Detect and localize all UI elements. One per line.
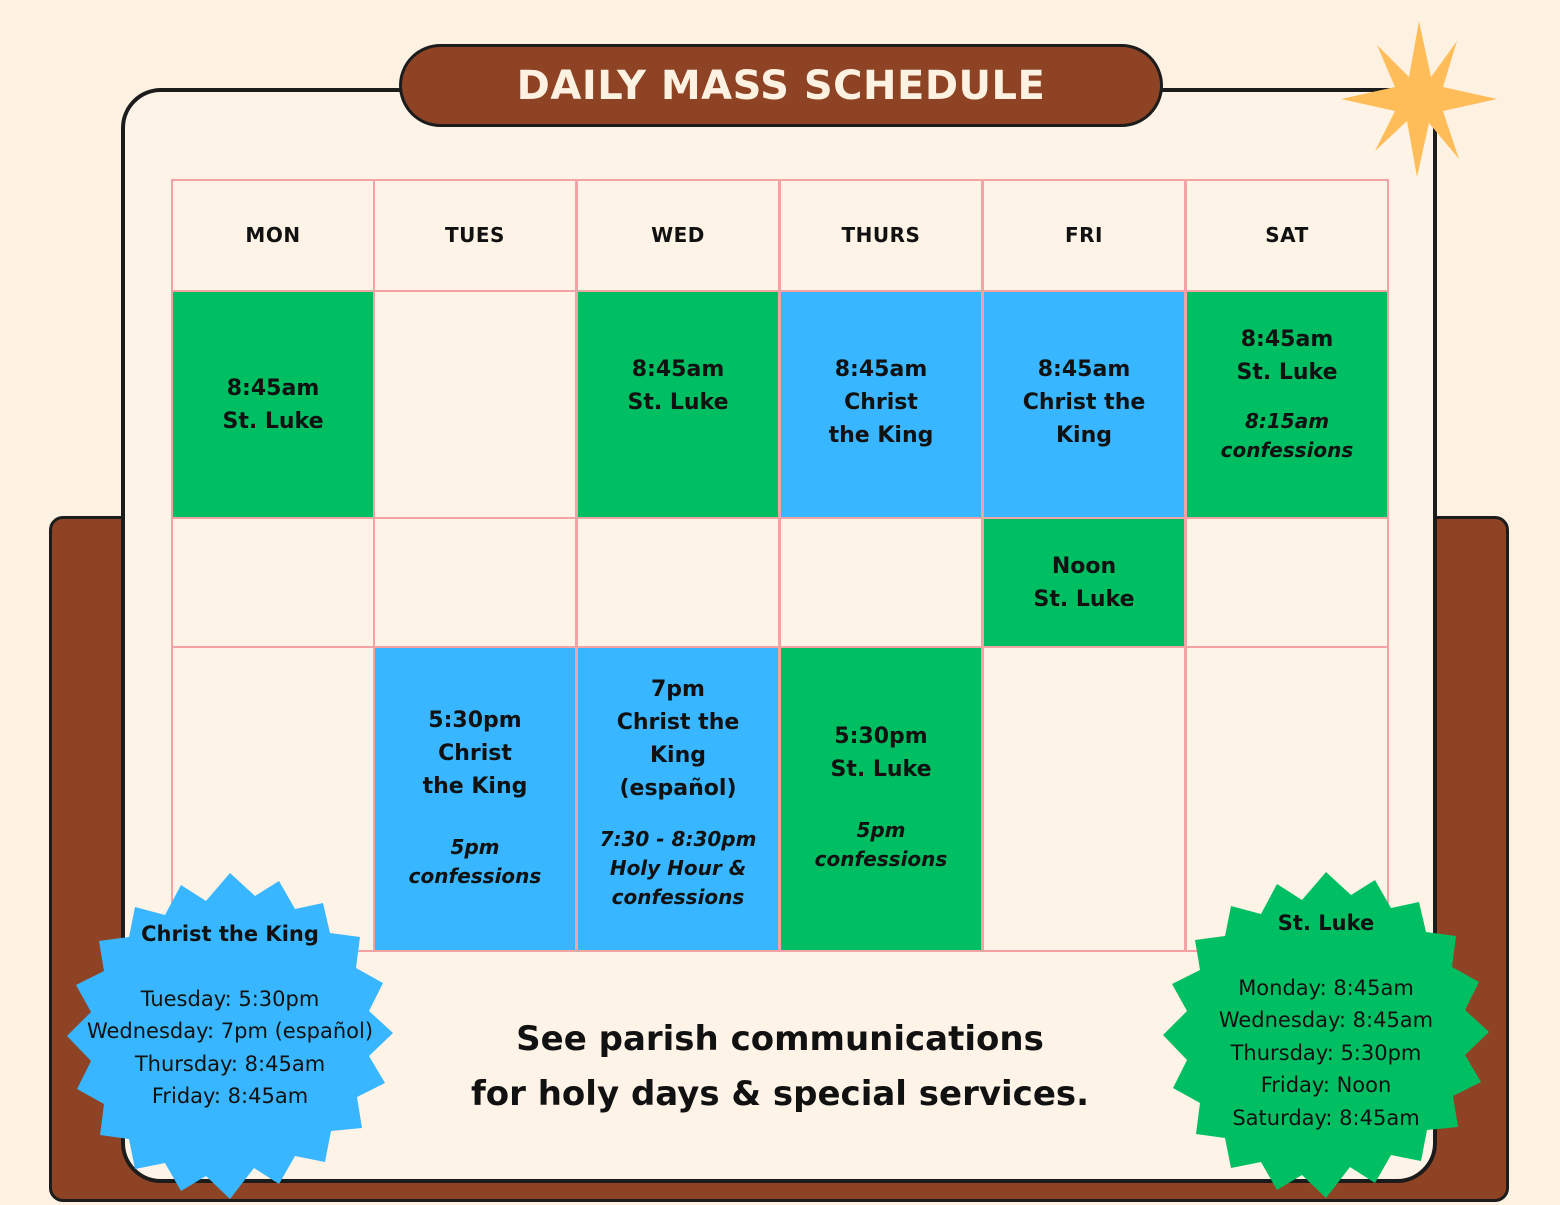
mass-wed-evening: 7pm Christ the King (español) 7:30 - 8:30pm Holy Hour & confessions xyxy=(576,646,780,952)
mass-mon-morning: 8:45am St. Luke xyxy=(171,290,375,519)
day-header-sat: SAT xyxy=(1185,179,1389,292)
confessions-note: 5pm confessions xyxy=(408,835,542,888)
badge-line: Friday: 8:45am xyxy=(151,1084,309,1108)
star-icon xyxy=(1339,19,1499,179)
badge-line: Wednesday: 8:45am xyxy=(1218,1008,1434,1032)
mass-fri-noon: Noon St. Luke xyxy=(982,517,1186,648)
mass-fri-morning: 8:45am Christ the King xyxy=(982,290,1186,519)
confessions-note: 5pm confessions xyxy=(814,818,948,871)
empty-cell xyxy=(171,517,375,648)
badge-line: Wednesday: 7pm (español) xyxy=(86,1019,374,1043)
mass-wed-morning: 8:45am St. Luke xyxy=(576,290,780,519)
badge-line: Monday: 8:45am xyxy=(1238,975,1414,1000)
empty-cell xyxy=(373,290,577,519)
confessions-note: 8:15am confessions xyxy=(1220,409,1354,462)
christ-the-king-badge xyxy=(67,873,393,1199)
day-header-mon: MON xyxy=(171,179,375,292)
badge-line: Tuesday: 5:30pm xyxy=(140,986,320,1011)
mass-thurs-morning: 8:45am Christ the King xyxy=(779,290,983,519)
badge-title: St. Luke xyxy=(1277,911,1375,935)
badge-title: Christ the King xyxy=(141,922,319,946)
day-header-tues: TUES xyxy=(373,179,577,292)
day-header-thurs: THURS xyxy=(779,179,983,292)
badge-line: Thursday: 5:30pm xyxy=(1230,1040,1422,1065)
empty-cell xyxy=(1185,517,1389,648)
empty-cell xyxy=(982,646,1186,952)
empty-cell xyxy=(779,517,983,648)
day-header-fri: FRI xyxy=(982,179,1186,292)
mass-sat-morning: 8:45am St. Luke 8:15am confessions xyxy=(1185,290,1389,519)
special-services-note: See parish communications for holy days & special services. xyxy=(470,1019,1090,1114)
mass-thurs-evening: 5:30pm St. Luke 5pm confessions xyxy=(779,646,983,952)
page-title: DAILY MASS SCHEDULE xyxy=(516,62,1046,109)
badge-line: Saturday: 8:45am xyxy=(1232,1105,1420,1130)
empty-cell xyxy=(576,517,780,648)
holy-hour-note: 7:30 - 8:30pm Holy Hour & confessions xyxy=(599,827,757,909)
badge-line: Thursday: 8:45am xyxy=(134,1051,326,1076)
title-banner xyxy=(399,44,1163,127)
schedule-grid xyxy=(171,179,1389,952)
st-luke-badge xyxy=(1163,872,1489,1198)
empty-cell xyxy=(373,517,577,648)
mass-tues-evening: 5:30pm Christ the King 5pm confessions xyxy=(373,646,577,952)
badge-line: Friday: Noon xyxy=(1260,1073,1392,1097)
day-header-wed: WED xyxy=(576,179,780,292)
